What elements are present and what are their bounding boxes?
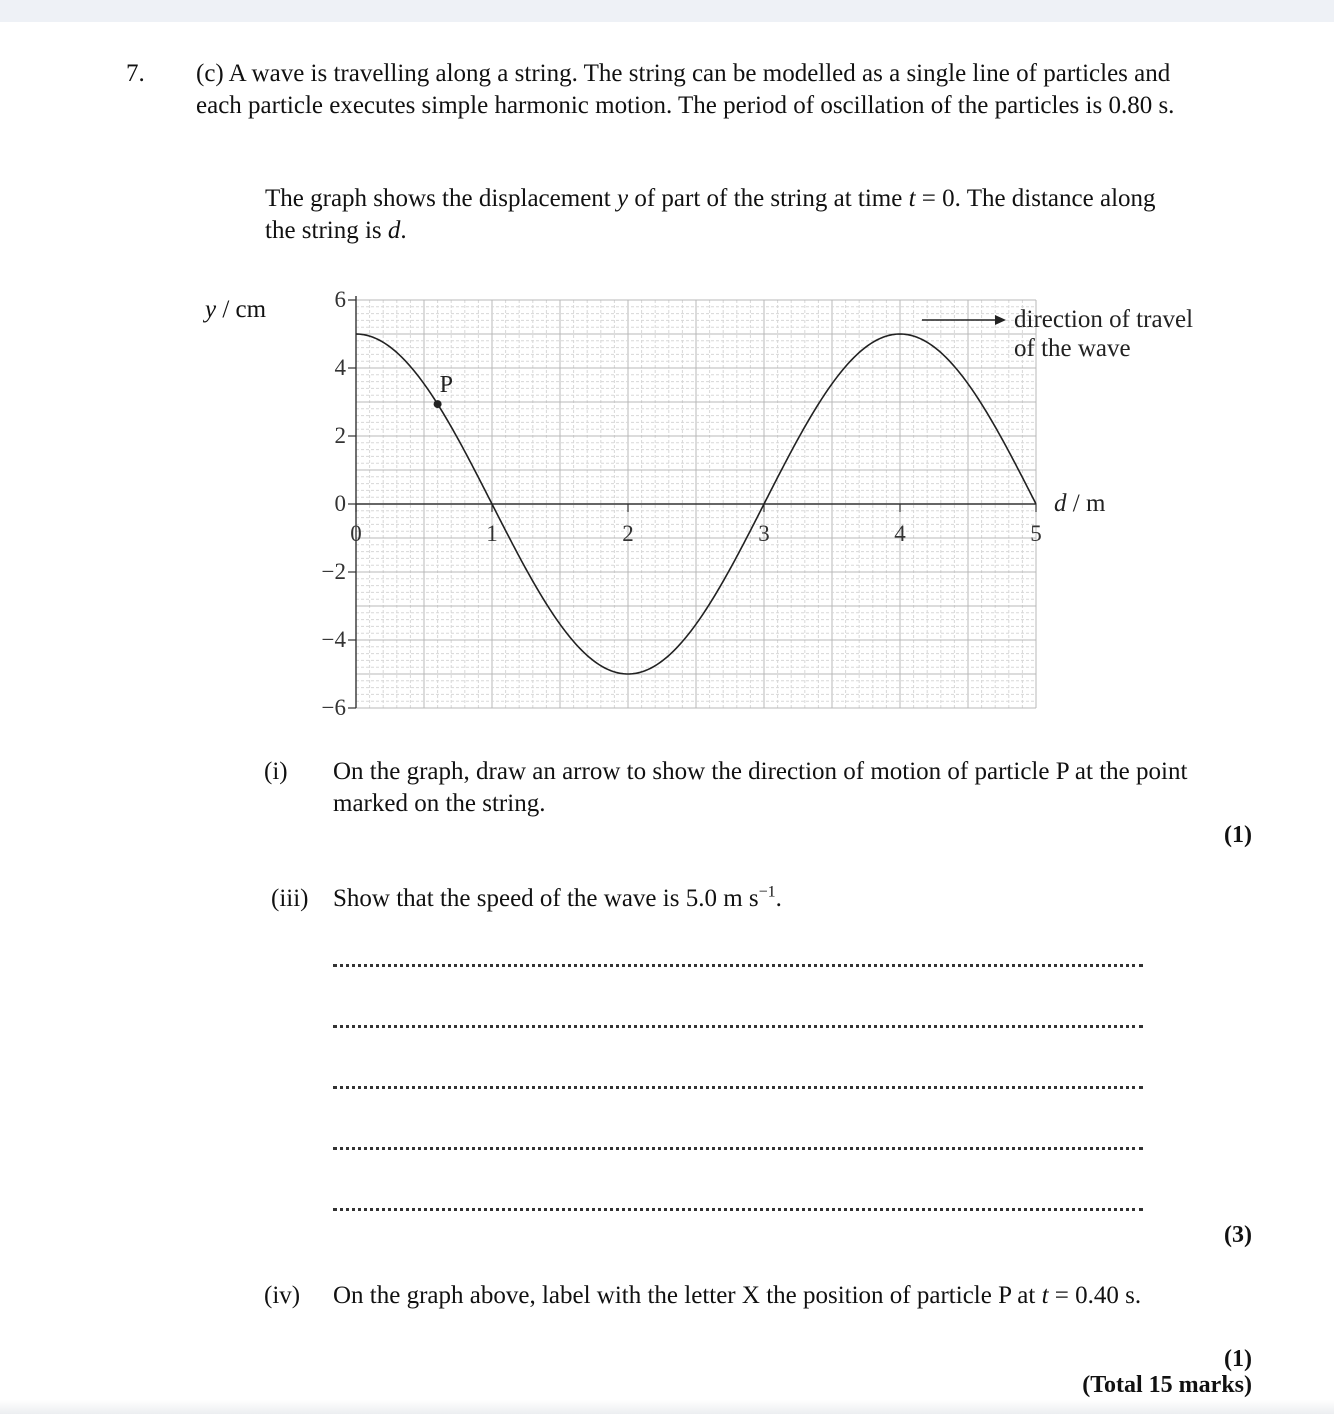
part-iv-label: (iv)	[264, 1282, 301, 1309]
answer-line-5[interactable]	[333, 1208, 1143, 1211]
x-axis-label: d / m	[1054, 490, 1106, 517]
direction-arrow-head	[995, 315, 1006, 325]
y-tick-label: 6	[334, 287, 346, 312]
question-intro: (c) A wave is travelling along a string. The string can be modelled as a single line of particles and each particle executes simple harmonic motion. The period of oscillation of the particles is 0.80 s.	[196, 60, 1175, 119]
part-iii-marks: (3)	[1224, 1222, 1252, 1248]
part-iv-text: On the graph above, label with the letter X the position of particle P at t = 0.40 s.	[333, 1282, 1142, 1309]
x-tick-label: 1	[486, 521, 498, 546]
part-iii-text: Show that the speed of the wave is 5.0 m $s^{-1}$.	[333, 883, 782, 912]
x-tick-label: 5	[1030, 521, 1042, 546]
answer-line-4[interactable]	[333, 1147, 1143, 1150]
y-axis-label: y / cm	[205, 296, 267, 323]
y-tick-label: −2	[321, 559, 346, 584]
answer-line-1[interactable]	[333, 964, 1143, 967]
part-i-marks: (1)	[1224, 822, 1252, 848]
part-i-text: On the graph, draw an arrow to show the direction of motion of particle P at the point marked on the string.	[333, 758, 1188, 817]
y-tick-label: 0	[334, 491, 346, 516]
question-number: 7.	[126, 60, 145, 87]
y-tick-label: 2	[334, 423, 346, 448]
part-iii-label: (iii)	[271, 885, 309, 912]
y-tick-label: −4	[321, 627, 346, 652]
direction-label-line2: of the wave	[1014, 335, 1131, 362]
particle-p-label: P	[439, 372, 453, 399]
direction-label-line1: direction of travel	[1014, 306, 1194, 333]
answer-line-2[interactable]	[333, 1025, 1143, 1028]
y-tick-label: −6	[321, 695, 346, 720]
x-tick-label: 2	[622, 521, 634, 546]
y-tick-label: 4	[334, 355, 346, 380]
total-marks: (Total 15 marks)	[1082, 1372, 1252, 1398]
part-iv-marks: (1)	[1224, 1346, 1252, 1372]
x-tick-label: 0	[350, 521, 362, 546]
answer-line-3[interactable]	[333, 1086, 1143, 1089]
graph-description: The graph shows the displacement y of part of the string at time t = 0. The distance along the string is d.	[265, 185, 1156, 244]
particle-p-point	[434, 400, 442, 408]
part-i-label: (i)	[264, 758, 288, 785]
x-tick-label: 3	[758, 521, 770, 546]
browser-bottom-bar	[0, 1400, 1334, 1414]
x-tick-label: 4	[894, 521, 906, 546]
